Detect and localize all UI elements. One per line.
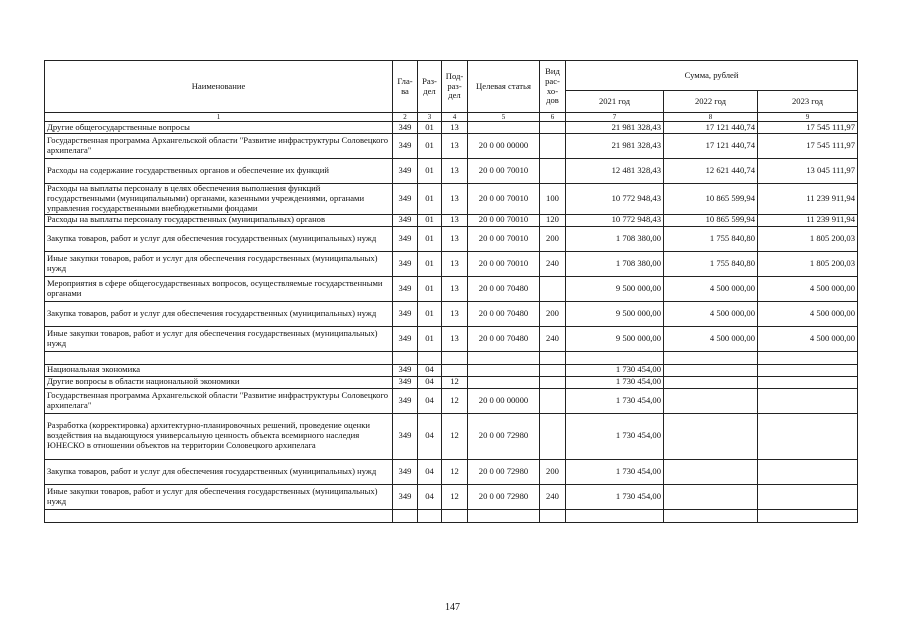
row-glava: 349 [393,184,418,215]
header-name: Наименование [45,61,393,113]
header-year-2022: 2022 год [664,91,758,113]
row-glava: 349 [393,326,418,351]
row-sum-2023 [758,376,858,388]
row-sum-2021: 1 730 454,00 [566,459,664,484]
row-sum-2022: 1 755 840,80 [664,226,758,251]
row-razdel: 01 [418,276,442,301]
row-sum-2022 [664,364,758,376]
row-target-article [468,376,540,388]
row-razdel: 01 [418,184,442,215]
table-row [45,459,858,484]
row-glava: 349 [393,376,418,388]
row-target-article: 20 0 00 00000 [468,388,540,413]
row-sum-2021: 1 708 380,00 [566,251,664,276]
row-sum-2023: 11 239 911,94 [758,214,858,226]
row-sum-2023: 1 805 200,03 [758,251,858,276]
row-target-article: 20 0 00 70480 [468,301,540,326]
empty-cell [418,509,442,522]
row-sum-2021: 1 730 454,00 [566,413,664,459]
row-razdel: 01 [418,326,442,351]
row-expense-type [540,413,566,459]
row-name: Мероприятия в сфере общегосударственных вопросов, осуществляемые государственными органами [45,276,393,301]
row-sum-2023: 17 545 111,97 [758,122,858,134]
row-sum-2021: 12 481 328,43 [566,159,664,184]
empty-cell [566,351,664,364]
table-row [45,251,858,276]
row-target-article: 20 0 00 00000 [468,134,540,159]
row-name: Другие вопросы в области национальной экономики [45,376,393,388]
row-name: Закупка товаров, работ и услуг для обеспечения государственных (муниципальных) нужд [45,226,393,251]
empty-cell [45,351,393,364]
column-numbers-row [45,113,858,122]
row-sum-2021: 1 730 454,00 [566,484,664,509]
table-row [45,484,858,509]
header-glava: Гла-ва [393,61,418,113]
row-expense-type: 240 [540,326,566,351]
row-podrazdel: 12 [442,376,468,388]
row-podrazdel: 13 [442,301,468,326]
table-row [45,214,858,226]
row-sum-2023: 4 500 000,00 [758,326,858,351]
row-glava: 349 [393,159,418,184]
header-podrazdel: Под-раз-дел [442,61,468,113]
column-number: 9 [758,113,858,122]
row-sum-2023 [758,388,858,413]
row-expense-type: 120 [540,214,566,226]
row-expense-type: 240 [540,251,566,276]
row-glava: 349 [393,413,418,459]
row-expense-type: 200 [540,226,566,251]
row-sum-2021: 1 730 454,00 [566,364,664,376]
row-target-article: 20 0 00 70480 [468,326,540,351]
row-expense-type [540,122,566,134]
row-razdel: 01 [418,301,442,326]
row-sum-2021: 1 730 454,00 [566,388,664,413]
column-number: 8 [664,113,758,122]
row-sum-2021: 9 500 000,00 [566,301,664,326]
row-razdel: 04 [418,376,442,388]
row-name: Иные закупки товаров, работ и услуг для обеспечения государственных (муниципальных) нужд [45,326,393,351]
row-razdel: 04 [418,484,442,509]
row-target-article: 20 0 00 70010 [468,251,540,276]
header-year-2023: 2023 год [758,91,858,113]
row-razdel: 01 [418,251,442,276]
row-sum-2022 [664,376,758,388]
spacer-row [45,509,858,522]
row-sum-2023: 4 500 000,00 [758,301,858,326]
row-sum-2021: 21 981 328,43 [566,134,664,159]
row-glava: 349 [393,122,418,134]
row-name: Национальная экономика [45,364,393,376]
row-sum-2021: 21 981 328,43 [566,122,664,134]
row-razdel: 01 [418,159,442,184]
row-razdel: 04 [418,459,442,484]
empty-cell [468,351,540,364]
row-sum-2021: 1 730 454,00 [566,376,664,388]
row-podrazdel: 13 [442,159,468,184]
row-target-article [468,364,540,376]
row-razdel: 01 [418,214,442,226]
empty-cell [540,351,566,364]
row-expense-type: 200 [540,459,566,484]
row-sum-2021: 9 500 000,00 [566,326,664,351]
table-row [45,413,858,459]
row-podrazdel: 13 [442,276,468,301]
row-glava: 349 [393,276,418,301]
row-sum-2023 [758,413,858,459]
row-expense-type [540,276,566,301]
row-sum-2023 [758,364,858,376]
row-glava: 349 [393,214,418,226]
row-target-article: 20 0 00 70480 [468,276,540,301]
row-sum-2023: 4 500 000,00 [758,276,858,301]
row-podrazdel: 13 [442,134,468,159]
row-sum-2023: 13 045 111,97 [758,159,858,184]
row-podrazdel: 13 [442,326,468,351]
header-target-article: Целевая статья [468,61,540,113]
empty-cell [758,351,858,364]
table-row [45,326,858,351]
row-sum-2022 [664,484,758,509]
row-sum-2022: 4 500 000,00 [664,301,758,326]
row-expense-type [540,388,566,413]
table-row [45,301,858,326]
empty-cell [418,351,442,364]
row-name: Расходы на содержание государственных органов и обеспечение их функций [45,159,393,184]
row-razdel: 01 [418,122,442,134]
empty-cell [393,351,418,364]
empty-cell [468,509,540,522]
row-sum-2022 [664,459,758,484]
row-sum-2023 [758,459,858,484]
row-name: Иные закупки товаров, работ и услуг для обеспечения государственных (муниципальных) нужд [45,484,393,509]
row-sum-2023 [758,484,858,509]
row-glava: 349 [393,134,418,159]
column-number: 4 [442,113,468,122]
row-sum-2021: 10 772 948,43 [566,184,664,215]
header-razdel: Раз-дел [418,61,442,113]
row-podrazdel: 13 [442,251,468,276]
row-sum-2023: 11 239 911,94 [758,184,858,215]
header-expense-type: Вид рас-хо-дов [540,61,566,113]
page-number: 147 [445,602,460,613]
row-sum-2022: 10 865 599,94 [664,214,758,226]
table-row [45,134,858,159]
row-sum-2021: 1 708 380,00 [566,226,664,251]
row-podrazdel: 13 [442,184,468,215]
table-row [45,159,858,184]
row-glava: 349 [393,388,418,413]
row-name: Закупка товаров, работ и услуг для обеспечения государственных (муниципальных) нужд [45,459,393,484]
row-podrazdel: 13 [442,122,468,134]
row-name: Разработка (корректировка) архитектурно-планировочных решений, проведение оценки воздействия на выдающуюся универсальную ценность объекта всемирного наследия ЮНЕСКО в отношении объектов на территории Соловецкого архипелага [45,413,393,459]
row-target-article [468,122,540,134]
row-glava: 349 [393,459,418,484]
table-row [45,376,858,388]
row-expense-type [540,364,566,376]
row-podrazdel: 13 [442,226,468,251]
row-target-article: 20 0 00 72980 [468,459,540,484]
row-sum-2022: 4 500 000,00 [664,326,758,351]
column-number: 6 [540,113,566,122]
row-razdel: 04 [418,413,442,459]
column-number: 7 [566,113,664,122]
row-name: Иные закупки товаров, работ и услуг для обеспечения государственных (муниципальных) нужд [45,251,393,276]
row-podrazdel [442,364,468,376]
table-row [45,122,858,134]
row-sum-2023: 17 545 111,97 [758,134,858,159]
empty-cell [45,509,393,522]
column-number: 5 [468,113,540,122]
row-sum-2021: 9 500 000,00 [566,276,664,301]
empty-cell [540,509,566,522]
row-target-article: 20 0 00 72980 [468,413,540,459]
row-podrazdel: 13 [442,214,468,226]
table-row [45,276,858,301]
row-name: Государственная программа Архангельской области "Развитие инфраструктуры Соловецкого архипелага" [45,134,393,159]
empty-cell [664,509,758,522]
row-glava: 349 [393,251,418,276]
column-number: 1 [45,113,393,122]
empty-cell [393,509,418,522]
row-glava: 349 [393,484,418,509]
row-sum-2022 [664,388,758,413]
row-podrazdel: 12 [442,484,468,509]
row-name: Государственная программа Архангельской области "Развитие инфраструктуры Соловецкого архипелага" [45,388,393,413]
table-row [45,184,858,215]
spacer-row [45,351,858,364]
empty-cell [566,509,664,522]
row-target-article: 20 0 00 70010 [468,159,540,184]
row-sum-2021: 10 772 948,43 [566,214,664,226]
row-name: Расходы на выплаты персоналу государственных (муниципальных) органов [45,214,393,226]
budget-table [44,60,858,523]
table-row [45,226,858,251]
row-sum-2022: 1 755 840,80 [664,251,758,276]
column-number: 2 [393,113,418,122]
row-razdel: 04 [418,388,442,413]
row-target-article: 20 0 00 70010 [468,184,540,215]
row-sum-2022: 17 121 440,74 [664,134,758,159]
row-expense-type: 200 [540,301,566,326]
row-name: Закупка товаров, работ и услуг для обеспечения государственных (муниципальных) нужд [45,301,393,326]
row-name: Другие общегосударственные вопросы [45,122,393,134]
header-year-2021: 2021 год [566,91,664,113]
row-target-article: 20 0 00 70010 [468,226,540,251]
row-sum-2022: 17 121 440,74 [664,122,758,134]
empty-cell [758,509,858,522]
row-expense-type: 240 [540,484,566,509]
empty-cell [664,351,758,364]
empty-cell [442,351,468,364]
column-number: 3 [418,113,442,122]
row-name: Расходы на выплаты персоналу в целях обеспечения выполнения функций государственными (муниципальными) органами, казенными учреждениями, органами управления государственными внебюджетными фондами [45,184,393,215]
row-razdel: 04 [418,364,442,376]
row-expense-type: 100 [540,184,566,215]
row-target-article: 20 0 00 70010 [468,214,540,226]
row-sum-2022 [664,413,758,459]
row-razdel: 01 [418,134,442,159]
row-glava: 349 [393,301,418,326]
empty-cell [442,509,468,522]
row-target-article: 20 0 00 72980 [468,484,540,509]
row-razdel: 01 [418,226,442,251]
row-podrazdel: 12 [442,388,468,413]
row-expense-type [540,134,566,159]
header-sum: Сумма, рублей [566,61,858,91]
table-row [45,388,858,413]
row-glava: 349 [393,226,418,251]
row-sum-2022: 4 500 000,00 [664,276,758,301]
row-sum-2022: 10 865 599,94 [664,184,758,215]
row-expense-type [540,159,566,184]
row-sum-2022: 12 621 440,74 [664,159,758,184]
row-sum-2023: 1 805 200,03 [758,226,858,251]
row-expense-type [540,376,566,388]
table-row [45,364,858,376]
row-glava: 349 [393,364,418,376]
row-podrazdel: 12 [442,413,468,459]
row-podrazdel: 12 [442,459,468,484]
